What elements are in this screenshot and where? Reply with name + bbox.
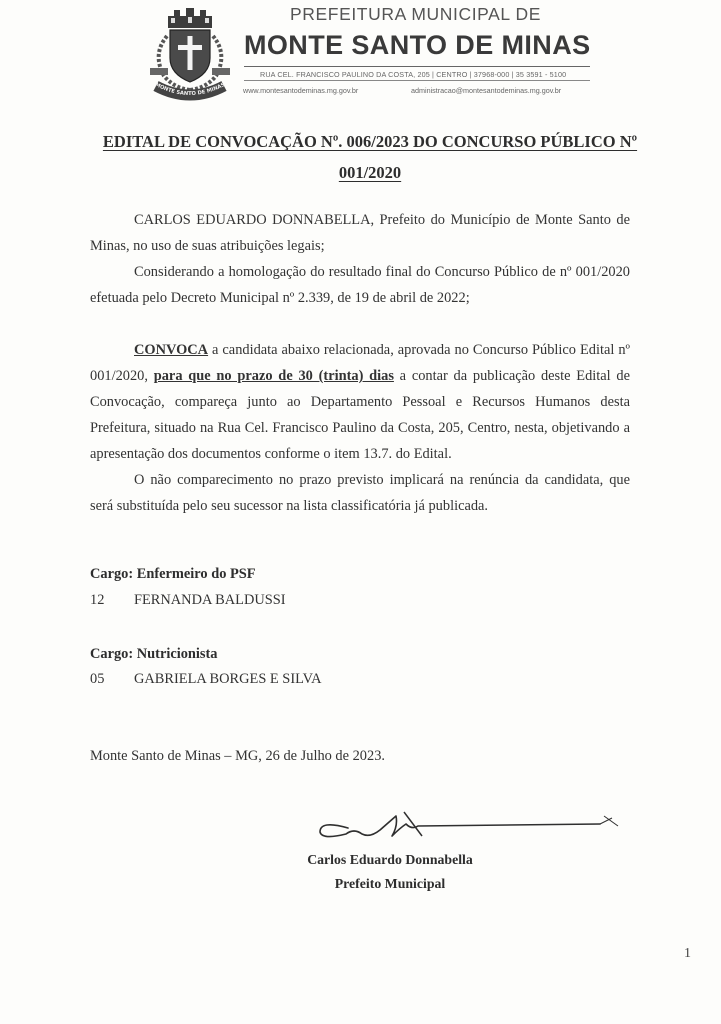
title-line-2: 001/2020 [338, 163, 402, 182]
org-email[interactable]: administracao@montesantodeminas.mg.gov.br [411, 86, 562, 95]
candidate-name: FERNANDA BALDUSSI [134, 592, 286, 608]
crest-ribbon-text: MONTE SANTO DE MINAS [153, 81, 227, 98]
signer-role: Prefeito Municipal [334, 876, 446, 891]
letterhead-rule-top [244, 66, 590, 67]
org-name: MONTE SANTO DE MINAS [244, 30, 591, 60]
candidate-number: 12 [90, 592, 105, 608]
municipal-crest-icon [140, 4, 240, 102]
document-body [90, 207, 630, 519]
cargo-label: Cargo: Enfermeiro do PSF [90, 566, 256, 582]
paragraph-convoca [90, 337, 630, 467]
paragraph-considerando: Considerando a homologação do resultado final do Concurso Público de nº 001/2020 efetuada pelo Decreto Municipal nº 2.339, de 19 de abril de 2022; [90, 264, 630, 306]
place-date: Monte Santo de Minas – MG, 26 de Julho de 2023. [90, 748, 385, 764]
cargo-label: Cargo: Nutricionista [90, 646, 218, 662]
letterhead-rule-bottom [244, 80, 590, 81]
org-website[interactable]: www.montesantodeminas.mg.gov.br [243, 86, 359, 95]
candidate-number: 05 [90, 671, 105, 687]
signer-name: Carlos Eduardo Donnabella [307, 852, 473, 867]
handwritten-signature-icon [300, 806, 640, 850]
paragraph-nao-comparecimento: O não comparecimento no prazo previsto implicará na renúncia da candidata, que será substituída pelo seu sucessor na lista classificatória já publicada. [90, 472, 630, 514]
title-line-1: EDITAL DE CONVOCAÇÃO Nº. 006/2023 DO CONCURSO PÚBLICO Nº [102, 132, 638, 151]
convoca-keyword: CONVOCA [134, 342, 209, 358]
org-line: PREFEITURA MUNICIPAL DE [290, 4, 542, 24]
org-address: RUA CEL. FRANCISCO PAULINO DA COSTA, 205 | CENTRO | 37968-000 | 35 3591 - 5100 [260, 70, 567, 79]
document-title [80, 126, 660, 188]
prazo-highlight: para que no prazo de 30 (trinta) dias [153, 368, 394, 384]
candidate-name: GABRIELA BORGES E SILVA [134, 671, 322, 687]
page-number: 1 [684, 946, 691, 961]
convoca-text-b: a contar da publicação deste Edital de Convocação, compareça junto ao Departamento Pessoal e Recursos Humanos desta Prefeitura, situado na Rua Cel. Francisco Paulino da Costa, 205, Centro, nesta, objetivando a apresentação dos documentos conforme o item 13.7. do Edital. [90, 368, 630, 462]
convoca-text-a: a candidata abaixo relacionada, aprovada no Concurso Público Edital nº 001/2020, [90, 342, 630, 384]
paragraph-prefeito: CARLOS EDUARDO DONNABELLA, Prefeito do Município de Monte Santo de Minas, no uso de suas atribuições legais; [90, 212, 630, 254]
